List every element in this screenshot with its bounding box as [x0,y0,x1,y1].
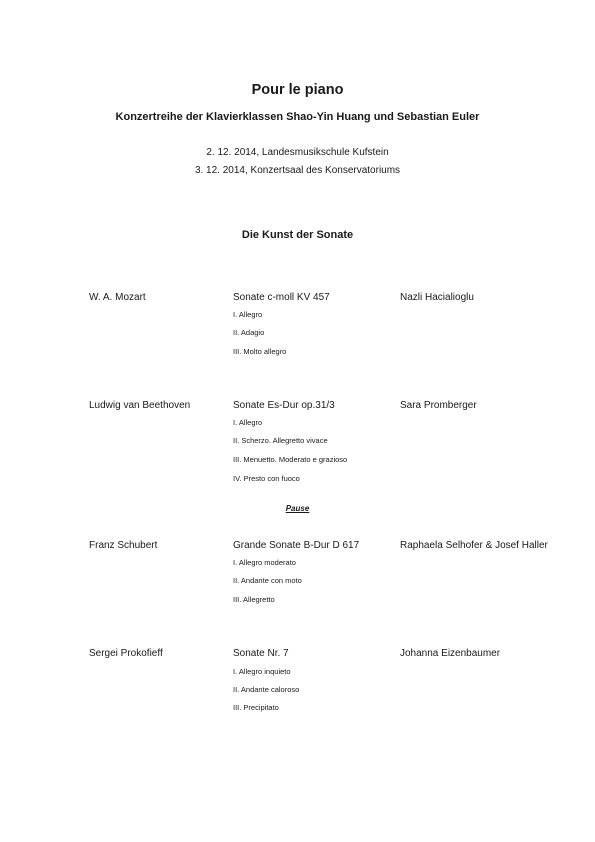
work-title: Sonate c-moll KV 457 [233,292,330,303]
movement-item: III. Allegretto [233,595,275,604]
movement-item: II. Scherzo. Allegretto vivace [233,436,328,445]
composer-name: Franz Schubert [89,540,158,551]
work-title: Sonate Es-Dur op.31/3 [233,400,335,411]
movement-item: I. Allegro [233,310,263,319]
performer-name: Nazli Hacialioglu [400,292,474,303]
movement-item: I. Allegro moderato [233,558,296,567]
composer-name: W. A. Mozart [89,292,146,303]
performer-name: Johanna Eizenbaumer [400,648,501,659]
performer-name: Raphaela Selhofer & Josef Haller [400,540,548,551]
movement-item: I. Allegro [233,418,263,427]
concert-subtitle: Konzertreihe der Klavierklassen Shao-Yin Huang und Sebastian Euler [115,111,480,123]
movement-item: I. Allegro inquieto [233,667,291,676]
intermission-label: Pause [285,504,310,513]
work-title: Sonate Nr. 7 [233,648,289,659]
section-title: Die Kunst der Sonate [241,229,354,241]
work-title: Grande Sonate B-Dur D 617 [233,540,360,551]
movement-item: II. Andante con moto [233,576,302,585]
date-venue-line-1: 2. 12. 2014, Landesmusikschule Kufstein [206,147,389,158]
movement-item: III. Precipitato [233,703,279,712]
movement-item: II. Andante caloroso [233,685,300,694]
movement-item: III. Menuetto. Moderato e grazioso [233,455,348,464]
composer-name: Sergei Prokofieff [89,648,163,659]
concert-title: Pour le piano [251,82,344,98]
movement-item: IV. Presto con fuoco [233,474,300,483]
performer-name: Sara Promberger [400,400,477,411]
composer-name: Ludwig van Beethoven [89,400,191,411]
date-venue-line-2: 3. 12. 2014, Konzertsaal des Konservatoriums [194,165,401,176]
movement-item: II. Adagio [233,328,265,337]
movement-item: III. Molto allegro [233,347,287,356]
